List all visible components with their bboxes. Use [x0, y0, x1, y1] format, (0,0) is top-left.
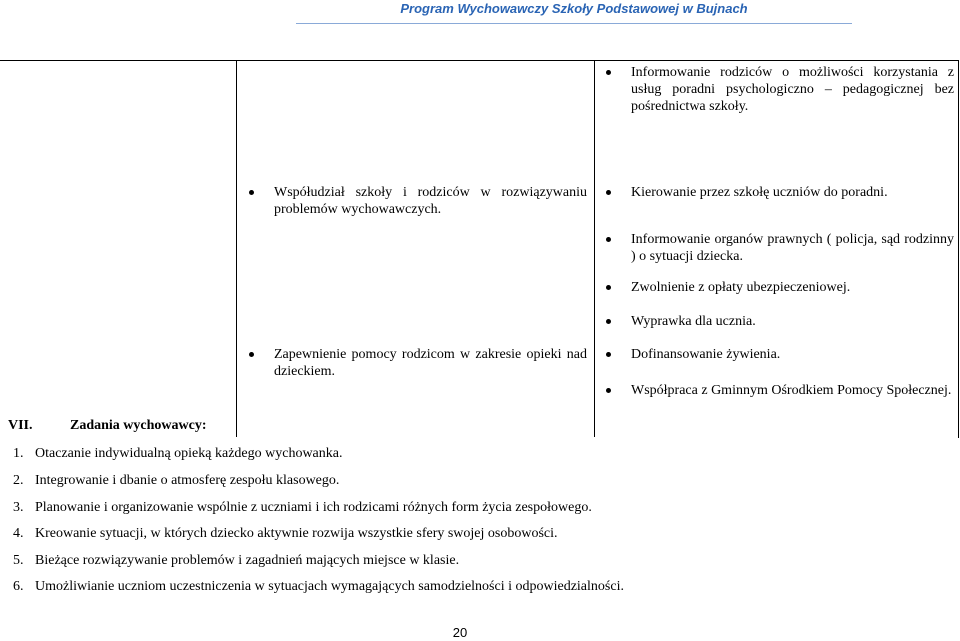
list-item: 5. Bieżące rozwiązywanie problemów i zagadnień mających miejsce w klasie.: [13, 553, 460, 568]
list-item: 2. Integrowanie i dbanie o atmosferę zespołu klasowego.: [13, 473, 340, 488]
section-heading: [8, 417, 207, 434]
bullet-icon: [606, 319, 611, 324]
bullet-icon: [606, 190, 611, 195]
page-header-title: Program Wychowawczy Szkoły Podstawowej w Bujnach: [296, 0, 852, 24]
list-item: 4. Kreowanie sytuacji, w których dziecko aktywnie rozwija wszystkie sfery swojej osobowości.: [13, 526, 558, 541]
bullet-icon: [606, 388, 611, 393]
bullet-icon: [606, 237, 611, 242]
page-number: 20: [452, 625, 468, 640]
bullet-icon: [249, 352, 254, 357]
section-title: Zadania wychowawcy:: [70, 418, 207, 433]
bullet-icon: [249, 190, 254, 195]
list-item: 1. Otaczanie indywidualną opieką każdego wychowanka.: [13, 446, 343, 461]
bullet-icon: [606, 352, 611, 357]
bullet-icon: [606, 285, 611, 290]
table-column-divider: [236, 60, 237, 437]
bullet-icon: [606, 70, 611, 75]
list-item: 3. Planowanie i organizowanie wspólnie z uczniami i ich rodzicami różnych form życia zespołowego.: [13, 500, 592, 515]
list-item: 6. Umożliwianie uczniom uczestniczenia w sytuacjach wymagających samodzielności i odpowiedzialności.: [13, 579, 624, 594]
section-number: VII.: [8, 418, 33, 433]
table-column-divider: [594, 60, 595, 437]
